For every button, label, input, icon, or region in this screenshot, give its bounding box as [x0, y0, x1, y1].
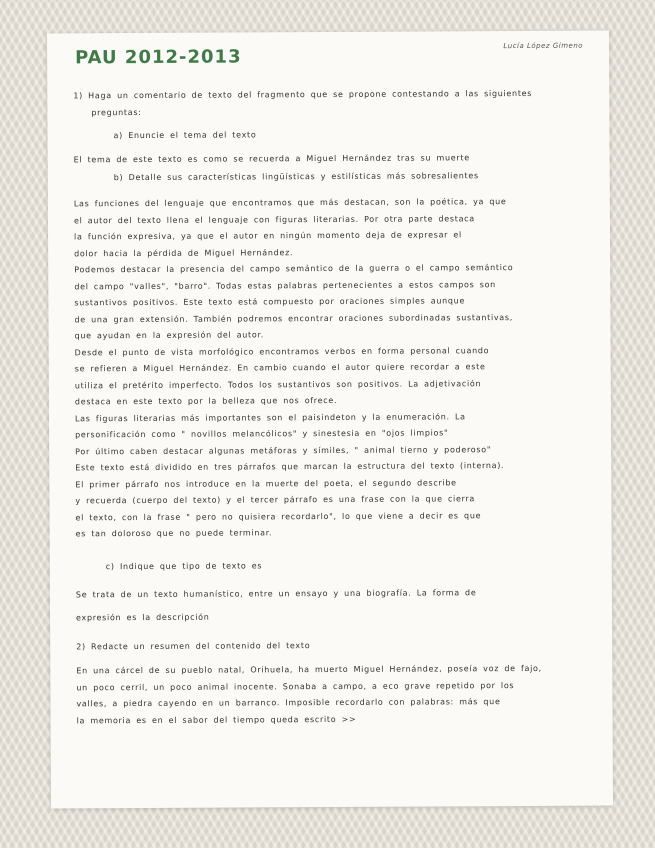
- question-1-prompt: [73, 86, 532, 121]
- handwritten-line: dolor hacia la pérdida de Miguel Hernández.: [74, 247, 294, 258]
- handwritten-line: expresión es la descripción: [76, 612, 210, 622]
- handwritten-line: Por último caben destacar algunas metáforas y símiles, " animal tierno y poderoso": [75, 444, 492, 456]
- handwritten-line: 1) Haga un comentario de texto del fragmento que se propone contestando a las siguientes: [73, 88, 533, 101]
- question-1a-label: a) Enuncie el tema del texto: [113, 130, 257, 141]
- handwritten-line: Las figuras literarias más importantes son el paisindeton y la enumeración. La: [74, 411, 466, 423]
- handwritten-line: el texto, con la frase " pero no quisiera recordarlo", lo que viene a decir es que: [75, 510, 482, 522]
- handwritten-line: de una gran extensión. También podremos encontrar oraciones subordinadas sustantivas,: [74, 312, 514, 324]
- handwritten-line: del campo "valles", "barro". Todas estas palabras pertenecientes a estos campos son: [74, 279, 496, 291]
- question-2-prompt: 2) Redacte un resumen del contenido del texto: [76, 641, 311, 652]
- handwritten-line: se refieren a Miguel Hernández. En cambio cuando el autor quiere recordar a este: [74, 362, 486, 374]
- handwritten-line: Este texto está dividido en tres párrafos que marcan la estructura del texto (interna).: [75, 461, 505, 473]
- handwritten-line: Las funciones del lenguaje que encontramos que más destacan, son la poética, ya que: [73, 197, 507, 209]
- handwritten-line: Se trata de un texto humanístico, entre un ensayo y una biografía. La forma de: [75, 588, 477, 600]
- paper-sheet: [47, 31, 613, 809]
- handwritten-line: preguntas:: [91, 107, 142, 117]
- handwritten-line: es tan doloroso que no puede terminar.: [75, 528, 273, 539]
- question-1b-answer: [74, 194, 515, 543]
- handwritten-line: Podemos destacar la presencia del campo semántico de la guerra o el campo semántico: [74, 263, 514, 275]
- question-1c-label: c) Indique que tipo de texto es: [105, 561, 263, 572]
- handwritten-line: El primer párrafo nos introduce en la muerte del poeta, el segundo describe: [75, 477, 457, 489]
- author-name: Lucía López Gimeno: [503, 41, 584, 51]
- handwritten-line: y recuerda (cuerpo del texto) y el tercer párrafo es una frase con la que cierra: [75, 494, 476, 506]
- handwritten-line: la memoria es en el sabor del tiempo queda escrito >>: [76, 714, 357, 725]
- handwritten-line: que ayudan en la expresión del autor.: [74, 330, 265, 341]
- handwritten-line: el autor del texto llena el lenguaje con figuras literarias. Por otra parte destaca: [73, 213, 475, 225]
- handwritten-line: En una cárcel de su pueblo natal, Orihuela, ha muerto Miguel Hernández, poseía voz de fajo,: [76, 663, 542, 676]
- question-2-answer: [76, 661, 542, 729]
- question-1c-answer: [76, 585, 477, 626]
- question-1b-label: b) Detalle sus características lingüísticas y estilísticas más sobresalientes: [113, 171, 479, 183]
- handwritten-line: valles, a piedra cayendo en un barranco. Imposible recordarlo con palabras: más que: [76, 697, 501, 709]
- handwritten-line: un poco cerril, un poco animal inocente. Sonaba a campo, a eco grave repetido por los: [76, 680, 515, 692]
- page-title: PAU 2012-2013: [75, 46, 242, 69]
- handwritten-line: destaca en este texto por la belleza que nos ofrece.: [74, 395, 338, 407]
- question-1a-answer: El tema de este texto es como se recuerda a Miguel Hernández tras su muerte: [73, 153, 470, 165]
- handwritten-line: utiliza el pretérito imperfecto. Todos los sustantivos son positivos. La adjetivación: [74, 378, 482, 390]
- handwritten-line: sustantivos positivos. Este texto está compuesto por oraciones simples aunque: [74, 296, 466, 308]
- handwritten-line: personificación como " novillos melancólicos" y sinestesia en "ojos limpios": [75, 428, 449, 440]
- handwritten-line: la función expresiva, ya que el autor en ningún momento deja de expresar el: [74, 230, 462, 242]
- handwritten-line: Desde el punto de vista morfológico encontramos verbos en forma personal cuando: [74, 345, 490, 357]
